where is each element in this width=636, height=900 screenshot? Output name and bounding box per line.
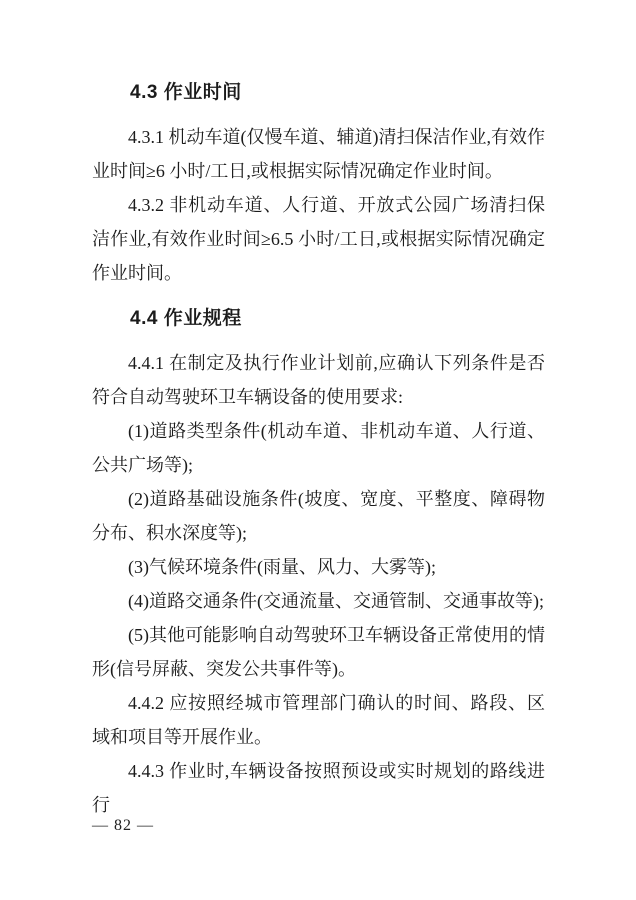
page-number: — 82 — [92,817,154,834]
list-item-4: (4)道路交通条件(交通流量、交通管制、交通事故等); [128,591,544,611]
page-footer [92,816,154,836]
paragraph-4-3-1: 4.3.1 机动车道(仅慢车道、辅道)清扫保洁作业,有效作业时间≥6 小时/工日,或根据实际情况确定作业时间。 [92,127,545,181]
document-content [92,76,545,822]
list-item-1: (1)道路类型条件(机动车道、非机动车道、人行道、公共广场等); [92,421,545,475]
paragraph-4-4-2: 4.4.2 应按照经城市管理部门确认的时间、路段、区域和项目等开展作业。 [92,693,545,747]
section-heading-4-4: 4.4 作业规程 [130,308,242,329]
list-item-2: (2)道路基础设施条件(坡度、宽度、平整度、障碍物分布、积水深度等); [92,489,545,543]
section-heading-4-3: 4.3 作业时间 [130,82,242,103]
list-item-3: (3)气候环境条件(雨量、风力、大雾等); [128,557,436,577]
paragraph-4-4-1: 4.4.1 在制定及执行作业计划前,应确认下列条件是否符合自动驾驶环卫车辆设备的使用要求: [92,353,545,407]
paragraph-4-4-3: 4.4.3 作业时,车辆设备按照预设或实时规划的路线进行 [92,761,545,815]
list-item-5: (5)其他可能影响自动驾驶环卫车辆设备正常使用的情形(信号屏蔽、突发公共事件等)。 [92,625,545,679]
paragraph-4-3-2: 4.3.2 非机动车道、人行道、开放式公园广场清扫保洁作业,有效作业时间≥6.5 小时/工日,或根据实际情况确定作业时间。 [92,195,545,283]
